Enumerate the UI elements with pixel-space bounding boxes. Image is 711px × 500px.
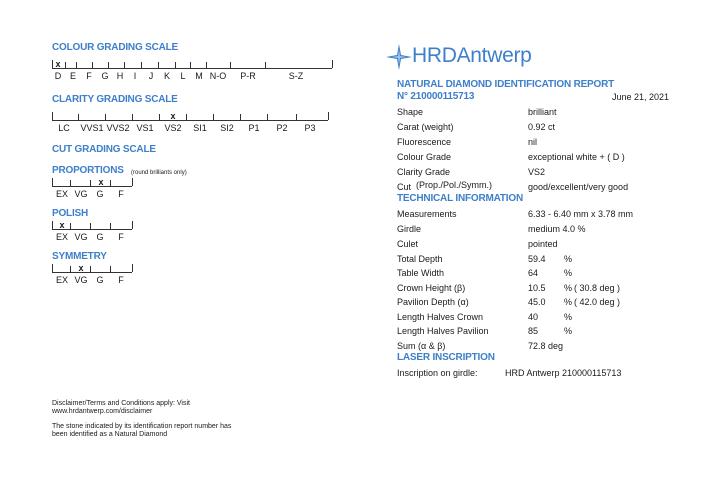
girdle-label: Girdle: [397, 224, 422, 234]
table-width-value: 64: [528, 268, 539, 278]
proportions-mark: x: [98, 177, 104, 187]
colour-mark: x: [55, 59, 61, 69]
colour-label-i: I: [133, 71, 137, 81]
polish-title: POLISH: [52, 208, 89, 219]
disclaimer-line-1: Disclaimer/Terms and Conditions apply: Visit: [52, 400, 190, 407]
clarity-grade-label: Clarity Grade: [397, 167, 451, 177]
measurements-value: 6.33 - 6.40 mm x 3.78 mm: [528, 209, 634, 219]
colour-label-j: J: [148, 71, 154, 81]
length-halves-crown-value: 40: [528, 312, 539, 322]
culet-label: Culet: [397, 239, 419, 249]
shape-label: Shape: [397, 107, 424, 117]
clarity-label-vs1: VS1: [136, 123, 154, 133]
carat-label: Carat (weight): [397, 122, 454, 132]
table-width-label: Table Width: [397, 268, 445, 278]
proportions-label-f: F: [118, 189, 124, 199]
colour-grade-label: Colour Grade: [397, 152, 452, 162]
report-number: N° 210000115713: [397, 91, 475, 102]
culet-value: pointed: [528, 239, 558, 249]
colour-label-g: G: [101, 71, 109, 81]
clarity-scale-title: CLARITY GRADING SCALE: [52, 94, 178, 105]
polish-label-ex: EX: [55, 232, 69, 242]
polish-label-g: G: [96, 232, 104, 242]
colour-label-h: H: [116, 71, 124, 81]
polish-label-vg: VG: [74, 232, 88, 242]
colour-grade-value: exceptional white + ( D ): [528, 152, 625, 162]
report-title: NATURAL DIAMOND IDENTIFICATION REPORT: [397, 79, 615, 90]
table-width-unit: %: [564, 268, 573, 278]
colour-scale-title: COLOUR GRADING SCALE: [52, 42, 179, 53]
clarity-mark: x: [170, 111, 176, 121]
star-logo-icon: [386, 44, 412, 70]
fluorescence-value: nil: [528, 137, 538, 147]
sum-angles-label: Sum (α & β): [397, 341, 446, 351]
pavilion-angle: ( 42.0 deg ): [574, 297, 621, 307]
carat-value: 0.92 ct: [528, 122, 556, 132]
clarity-label-lc: LC: [58, 123, 70, 133]
colour-label-k: K: [163, 71, 171, 81]
crown-height-unit: %: [564, 283, 573, 293]
pavilion-depth-unit: %: [564, 297, 573, 307]
symmetry-label-g: G: [96, 275, 104, 285]
length-halves-pavilion-label: Length Halves Pavilion: [397, 326, 489, 336]
logo-text: HRDAntwerp: [412, 44, 532, 67]
colour-label-e: E: [69, 71, 77, 81]
measurements-label: Measurements: [397, 209, 457, 219]
clarity-label-si2: SI2: [220, 123, 234, 133]
polish-mark: x: [59, 220, 65, 230]
polish-label-f: F: [118, 232, 124, 242]
symmetry-mark: x: [78, 263, 84, 273]
disclaimer-line-4: been identified as a Natural Diamond: [52, 431, 168, 438]
technical-title: TECHNICAL INFORMATION: [397, 193, 523, 204]
colour-label-l: L: [180, 71, 186, 81]
symmetry-label-f: F: [118, 275, 124, 285]
length-halves-pavilion-value: 85: [528, 326, 539, 336]
pavilion-depth-value: 45.0: [528, 297, 546, 307]
proportions-title: PROPORTIONS: [52, 165, 124, 176]
shape-value: brilliant: [528, 107, 557, 117]
total-depth-unit: %: [564, 254, 573, 264]
disclaimer-link: www.hrdantwerp.com/disclaimer: [52, 408, 153, 415]
inscription-label: Inscription on girdle:: [397, 368, 478, 378]
colour-label-p-r: P-R: [240, 71, 256, 81]
proportions-note: (round brilliants only): [131, 170, 187, 176]
clarity-label-vvs1: VVS1: [80, 123, 104, 133]
report-date: June 21, 2021: [612, 92, 670, 102]
girdle-value: medium 4.0 %: [528, 224, 586, 234]
laser-title: LASER INSCRIPTION: [397, 352, 495, 363]
length-halves-pavilion-unit: %: [564, 326, 573, 336]
symmetry-label-ex: EX: [55, 275, 69, 285]
clarity-label-p2: P2: [276, 123, 288, 133]
proportions-label-ex: EX: [55, 189, 69, 199]
clarity-grade-value: VS2: [528, 167, 546, 177]
proportions-label-vg: VG: [74, 189, 88, 199]
crown-angle: ( 30.8 deg ): [574, 283, 621, 293]
colour-label-f: F: [86, 71, 92, 81]
disclaimer-line-3: The stone indicated by its identification report number has: [52, 423, 232, 430]
clarity-label-si1: SI1: [193, 123, 207, 133]
crown-height-label: Crown Height (β): [397, 283, 466, 293]
colour-label-d: D: [54, 71, 62, 81]
total-depth-label: Total Depth: [397, 254, 443, 264]
colour-label-m: M: [195, 71, 203, 81]
total-depth-value: 59.4: [528, 254, 546, 264]
clarity-label-vvs2: VVS2: [106, 123, 130, 133]
colour-label-n-o: N-O: [209, 71, 227, 81]
crown-height-value: 10.5: [528, 283, 546, 293]
clarity-label-vs2: VS2: [164, 123, 182, 133]
length-halves-crown-label: Length Halves Crown: [397, 312, 484, 322]
inscription-value: HRD Antwerp 210000115713: [505, 368, 622, 378]
symmetry-label-vg: VG: [74, 275, 88, 285]
clarity-label-p1: P1: [248, 123, 260, 133]
sum-angles-value: 72.8 deg: [528, 341, 564, 351]
pavilion-depth-label: Pavilion Depth (α): [397, 297, 469, 307]
proportions-label-g: G: [96, 189, 104, 199]
symmetry-title: SYMMETRY: [52, 251, 107, 262]
cut-value: good/excellent/very good: [528, 182, 629, 192]
cut-label: Cut: [397, 182, 412, 192]
length-halves-crown-unit: %: [564, 312, 573, 322]
fluorescence-label: Fluorescence: [397, 137, 452, 147]
clarity-label-p3: P3: [304, 123, 316, 133]
colour-label-s-z: S-Z: [288, 71, 304, 81]
cut-note: (Prop./Pol./Symm.): [416, 180, 493, 190]
cut-scale-title: CUT GRADING SCALE: [52, 144, 156, 155]
